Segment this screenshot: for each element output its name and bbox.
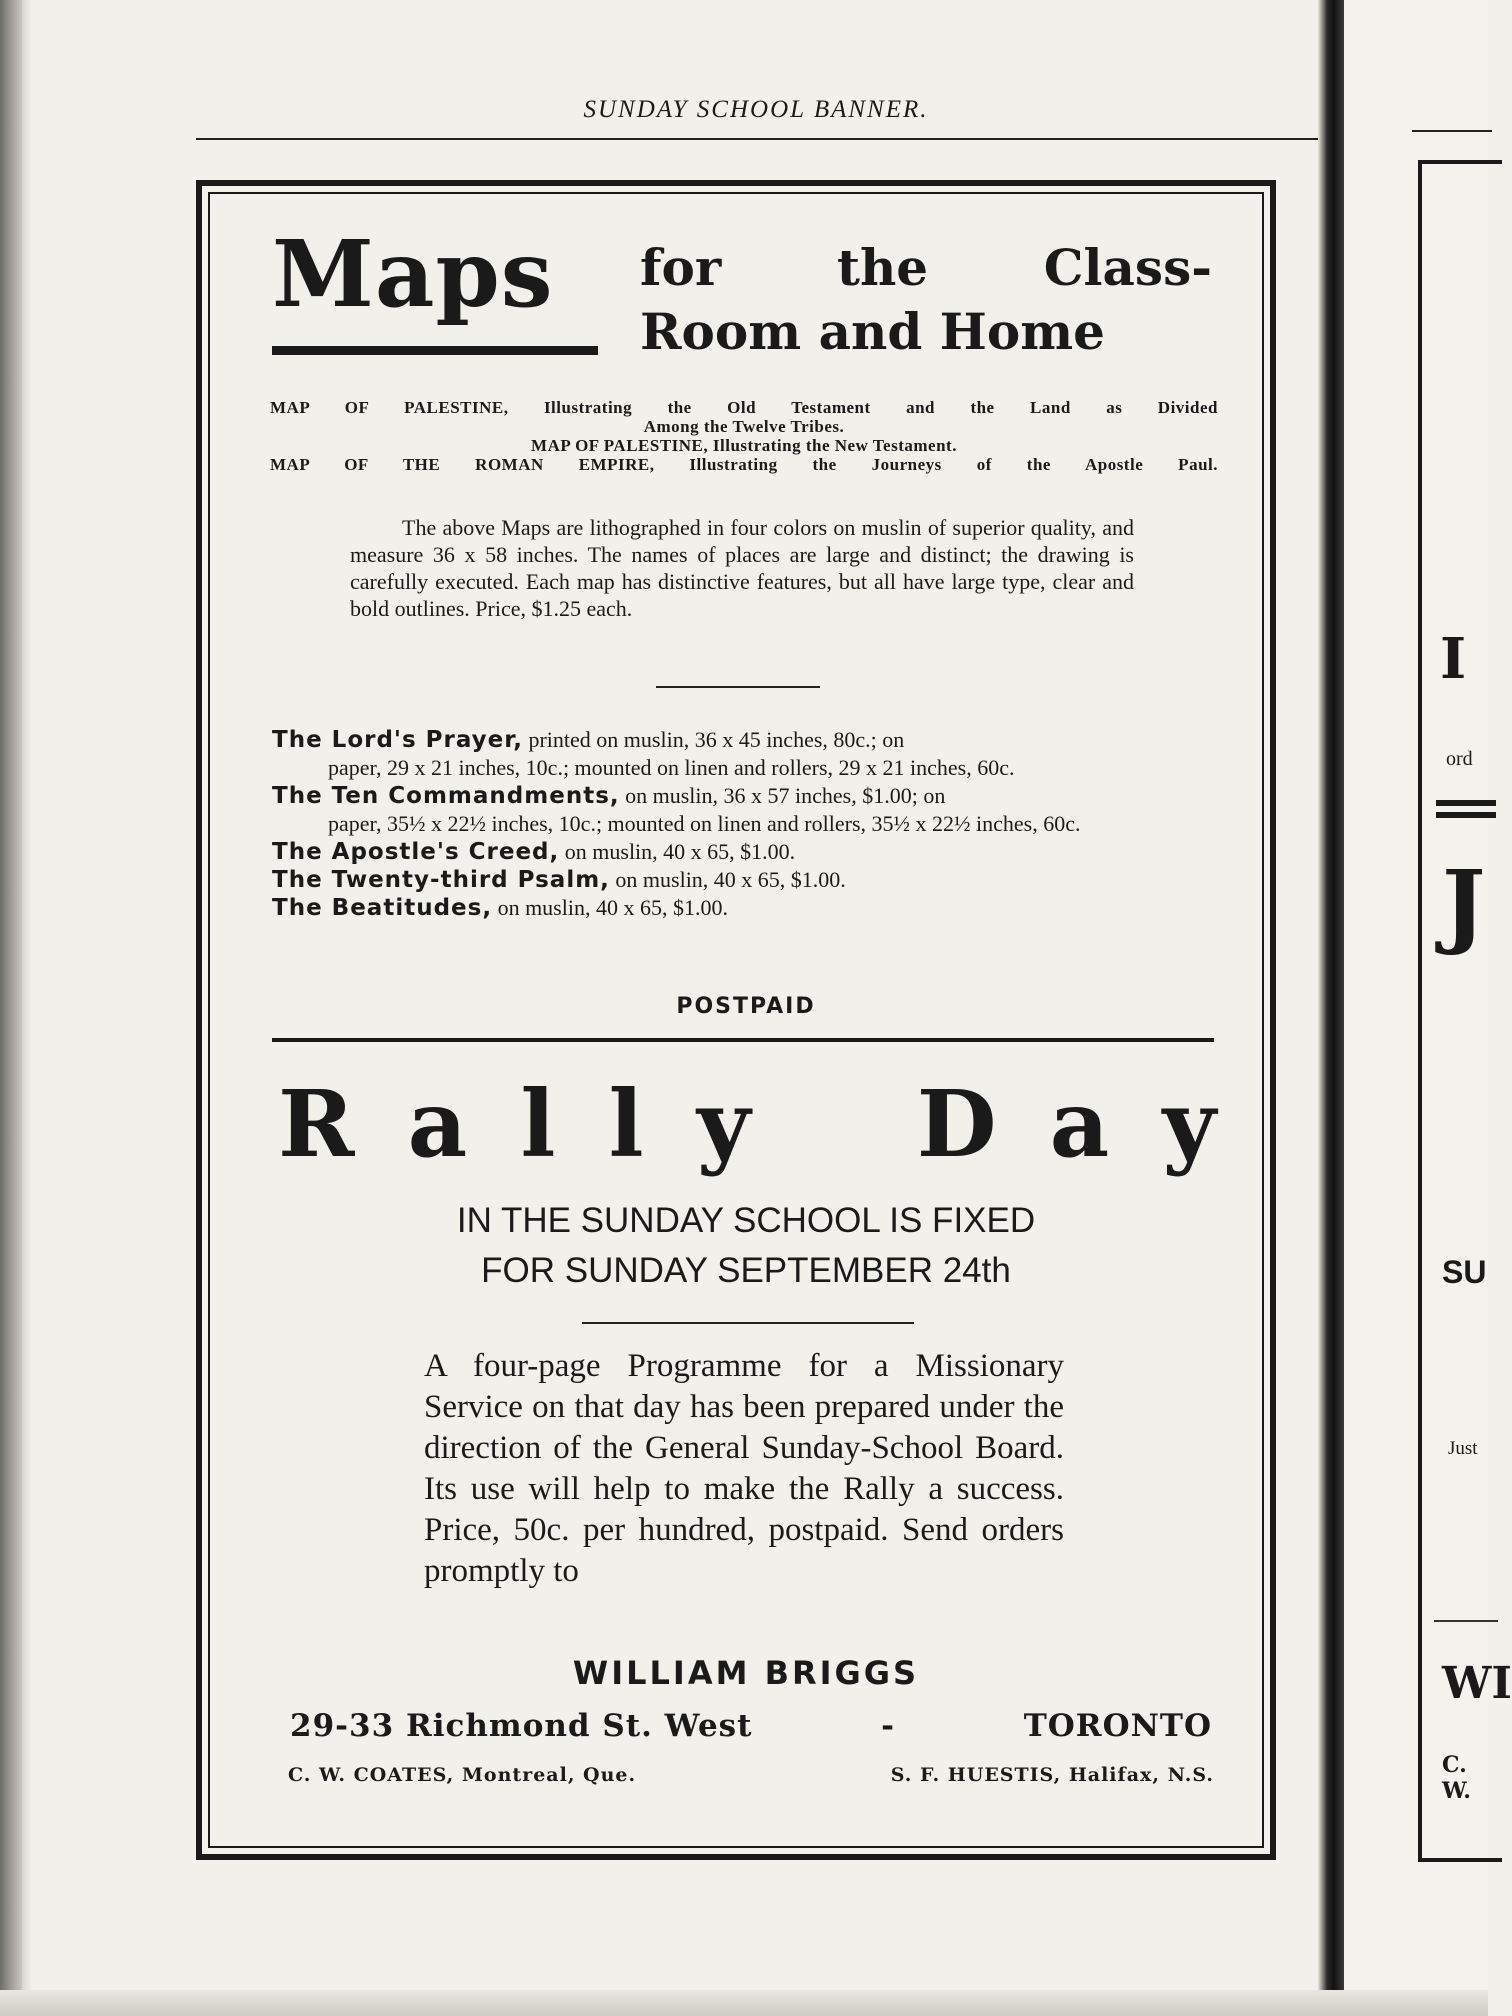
agents-line (288, 1764, 1214, 1786)
item-text: printed on muslin, 36 x 45 inches, 80c.; on (522, 727, 905, 752)
street-address: 29-33 Richmond St. West (290, 1708, 753, 1744)
rally-subhead (272, 1196, 1220, 1296)
running-header: SUNDAY SCHOOL BANNER. (583, 96, 929, 123)
item-name: The Twenty-third Psalm, (272, 867, 610, 893)
headline-letter: a (407, 1070, 468, 1178)
map-list-item: MAP OF PALESTINE, Illustrating the New Testament. (531, 436, 957, 455)
item-text: on muslin, 40 x 65, $1.00. (492, 895, 728, 920)
subhead-word: for (640, 238, 722, 297)
agent-halifax: S. F. HUESTIS, Halifax, N.S. (890, 1764, 1214, 1786)
facing-rule (1436, 812, 1496, 818)
facing-page-rule (1412, 130, 1492, 132)
maps-subhead-line1 (640, 236, 1212, 300)
section-divider (656, 686, 820, 688)
item-name: The Apostle's Creed, (272, 839, 560, 865)
list-item (272, 866, 1212, 894)
publisher-address (290, 1708, 1212, 1744)
agent-montreal: C. W. COATES, Montreal, Que. (288, 1764, 637, 1786)
item-name: The Lord's Prayer, (272, 727, 523, 753)
rally-subhead-line1: IN THE SUNDAY SCHOOL IS FIXED (456, 1201, 1036, 1240)
item-text: on muslin, 40 x 65, $1.00. (609, 867, 846, 892)
rally-subhead-line2: FOR SUNDAY SEPTEMBER 24th (481, 1251, 1011, 1290)
headline-letter: l (608, 1070, 644, 1178)
headline-letter: l (520, 1070, 556, 1178)
item-name: The Beatitudes, (272, 895, 493, 921)
facing-text: I (1440, 626, 1467, 692)
map-list-item: MAP OF PALESTINE, Illustrating the Old Testament and the Land as Divided (270, 398, 1218, 417)
headline-letter: a (1049, 1070, 1110, 1178)
section-rule (272, 1038, 1214, 1042)
item-text: on muslin, 40 x 65, $1.00. (559, 839, 796, 864)
headline-letter: y (1162, 1070, 1216, 1178)
maps-headline: Maps (272, 220, 554, 328)
facing-page-frame (1418, 160, 1502, 1862)
city: TORONTO (1023, 1708, 1212, 1744)
publisher-name: WILLIAM BRIGGS (572, 1654, 920, 1692)
list-item (272, 782, 1212, 838)
facing-rule (1436, 800, 1496, 806)
list-item (272, 726, 1212, 782)
map-list-item: Among the Twelve Tribes. (643, 417, 845, 436)
facing-text: Just (1448, 1438, 1478, 1459)
facing-text: SU (1442, 1254, 1487, 1290)
facing-rule (1434, 1620, 1498, 1622)
item-cont: paper, 35½ x 22½ inches, 10c.; mounted on linen and rollers, 35½ x 22½ inches, 60c. (328, 811, 1081, 836)
page-bottom-shadow (0, 1990, 1488, 2016)
item-list (272, 726, 1212, 922)
maps-underline (272, 346, 598, 355)
maps-subhead-line2: Room and Home (640, 302, 1105, 361)
maps-description (350, 514, 1134, 622)
rally-divider (582, 1322, 914, 1324)
header-rule (196, 138, 1318, 140)
programme-paragraph: A four-page Programme for a Missionary Service on that day has been prepared under the direction of the General Sunday-School Board. Its use will help to make the Rally a success. Price, 50c. per hundred, postpaid. Send orders promptly to (424, 1348, 1064, 1589)
maps-description-text: The above Maps are lithographed in four colors on muslin of superior quality, and measure 36 x 58 inches. The names of places are large and distinct; the drawing is carefully executed. Each map has distinctive features, but all have large type, clear and bold outlines. Price, $1.25 each. (350, 515, 1134, 621)
item-name: The Ten Commandments, (272, 783, 620, 809)
list-item (272, 894, 1212, 922)
book-gutter (1318, 0, 1344, 2016)
programme-text (424, 1346, 1064, 1592)
book-spine-shadow (0, 0, 22, 2016)
address-dash: - (881, 1708, 896, 1744)
facing-text: ord (1446, 748, 1473, 770)
headline-letter: y (696, 1070, 751, 1178)
facing-page-fragment (1344, 0, 1512, 2016)
facing-text: J (1442, 850, 1486, 958)
facing-text: WI (1442, 1658, 1512, 1709)
item-text: on muslin, 36 x 57 inches, $1.00; on (619, 783, 946, 808)
postpaid-label: POSTPAID (676, 994, 816, 1019)
item-cont: paper, 29 x 21 inches, 10c.; mounted on linen and rollers, 29 x 21 inches, 60c. (328, 755, 1015, 780)
map-list-item: MAP OF THE ROMAN EMPIRE, Illustrating the Journeys of the Apostle Paul. (270, 455, 1218, 474)
headline-space (803, 1078, 863, 1170)
list-item (272, 838, 1212, 866)
subhead-word: Class- (1043, 238, 1212, 297)
headline-letter: R (278, 1070, 355, 1178)
spine-edge (22, 0, 32, 2016)
map-list (270, 398, 1218, 474)
rally-day-headline (278, 1070, 1216, 1178)
maps-subhead (640, 236, 1212, 364)
subhead-word: the (836, 238, 929, 297)
headline-letter: D (916, 1070, 997, 1178)
facing-text: C. W. (1442, 1752, 1471, 1804)
